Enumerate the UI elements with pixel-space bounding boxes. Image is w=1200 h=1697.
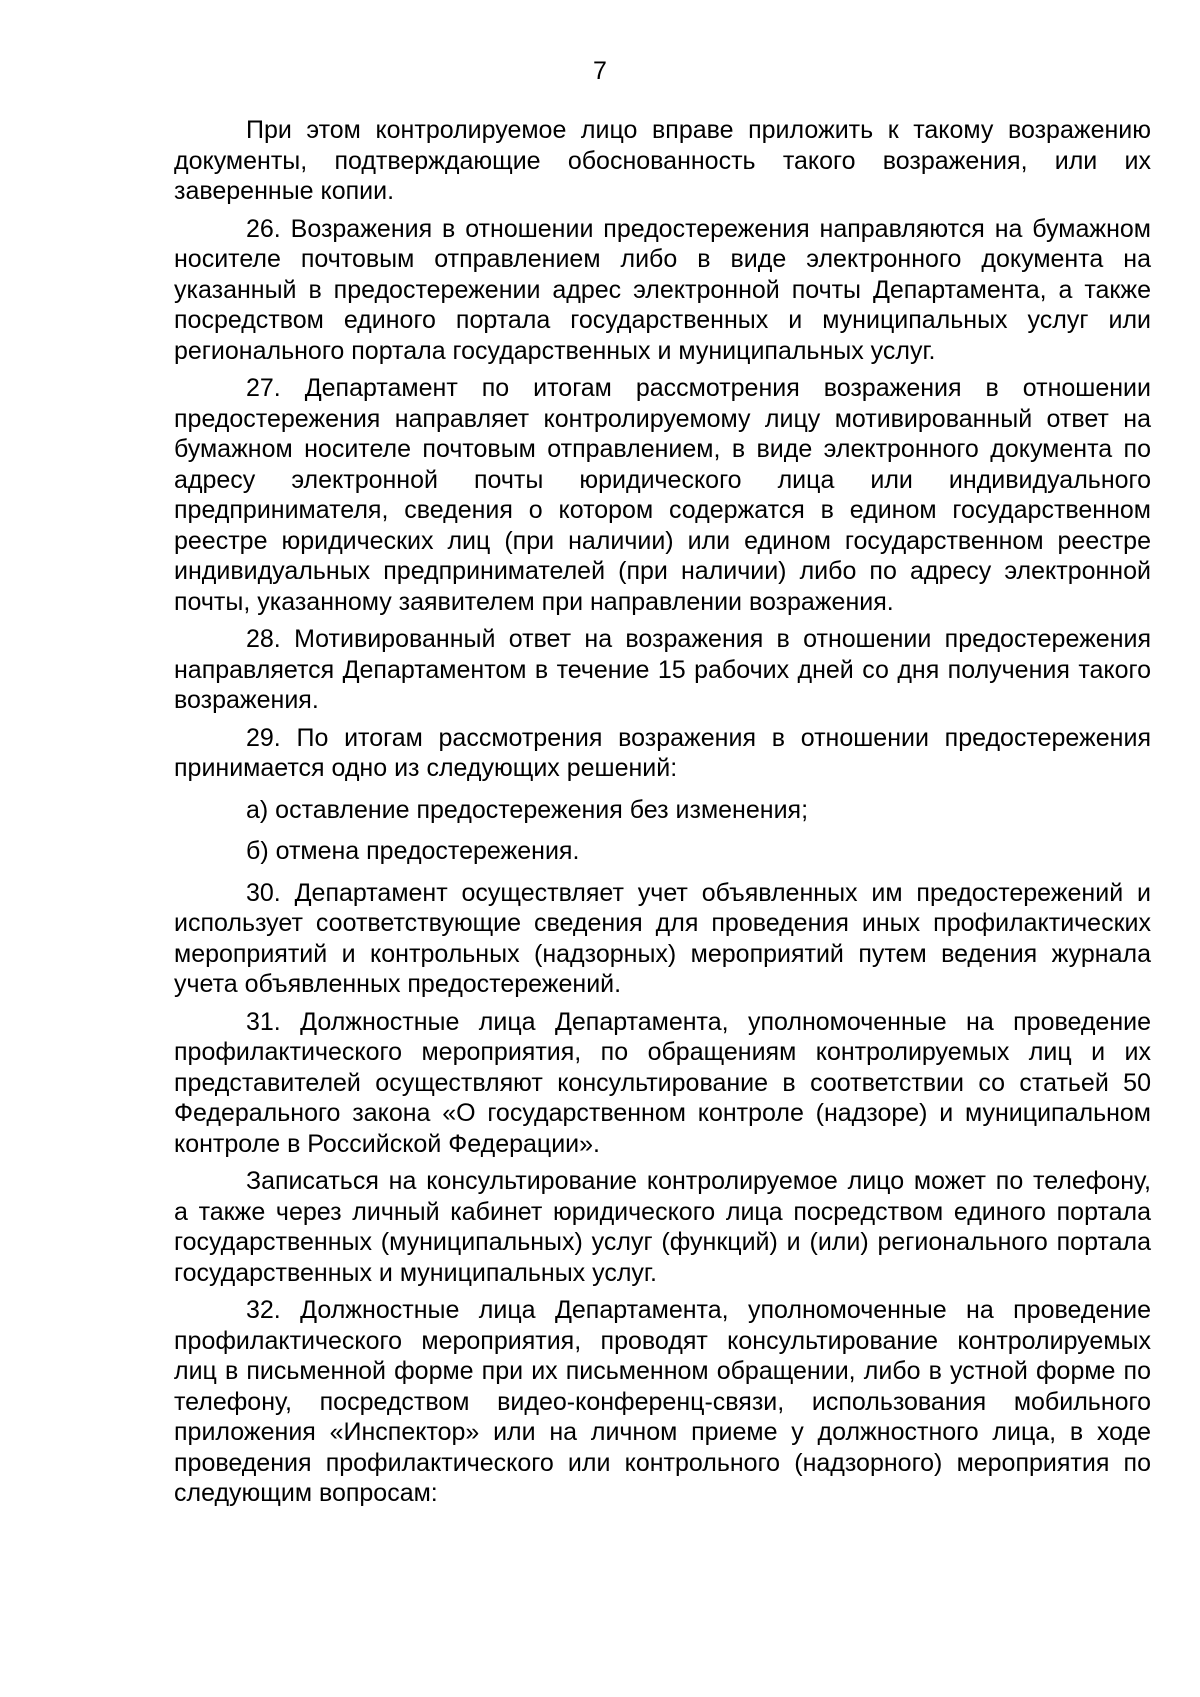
list-item-b: б) отмена предостережения. <box>246 837 580 865</box>
paragraph-31: 31. Должностные лица Департамента, уполномоченные на проведение профилактического мероприятия, по обращениям контролируемых лиц и их представителей осуществляют консультирование в соответствии со статьей 50 Федерального закона «О государственном контроле (надзоре) и муниципальном контроле в Российской Федерации». <box>174 1007 1151 1158</box>
document-body <box>174 115 1151 1516</box>
paragraph-consultation-signup: Записаться на консультирование контролируемое лицо может по телефону, а также через личный кабинет юридического лица посредством единого портала государственных (муниципальных) услуг (функций) и (или) регионального портала государственных и муниципальных услуг. <box>174 1167 1151 1287</box>
paragraph-28: 28. Мотивированный ответ на возражения в отношении предостережения направляется Департаментом в течение 15 рабочих дней со дня получения такого возражения. <box>174 625 1151 714</box>
page-number: 7 <box>593 57 607 85</box>
paragraph-26: 26. Возражения в отношении предостережения направляются на бумажном носителе почтовым отправлением либо в виде электронного документа на указанный в предостережении адрес электронной почты Департамента, а также посредством единого портала государственных и муниципальных услуг или регионального портала государственных и муниципальных услуг. <box>174 214 1151 365</box>
paragraph-objection-documents: При этом контролируемое лицо вправе приложить к такому возражению документы, подтверждающие обоснованность такого возражения, или их заверенные копии. <box>174 116 1151 205</box>
paragraph-27: 27. Департамент по итогам рассмотрения возражения в отношении предостережения направляет контролируемому лицу мотивированный ответ на бумажном носителе почтовым отправлением, в виде электронного документа по адресу электронной почты юридического лица или индивидуального предпринимателя, сведения о котором содержатся в едином государственном реестре юридических лиц (при наличии) или едином государственном реестре индивидуальных предпринимателей (при наличии) либо по адресу электронной почты, указанному заявителем при направлении возражения. <box>174 374 1151 616</box>
paragraph-30: 30. Департамент осуществляет учет объявленных им предостережений и использует соответствующие сведения для проведения иных профилактических мероприятий и контрольных (надзорных) мероприятий путем ведения журнала учета объявленных предостережений. <box>174 878 1151 998</box>
paragraph-29: 29. По итогам рассмотрения возражения в отношении предостережения принимается одно из следующих решений: <box>174 723 1151 782</box>
list-item-a: а) оставление предостережения без изменения; <box>246 795 809 824</box>
paragraph-32: 32. Должностные лица Департамента, уполномоченные на проведение профилактического мероприятия, проводят консультирование контролируемых лиц в письменной форме при их письменном обращении, либо в устной форме по телефону, посредством видео-конференц-связи, использования мобильного приложения «Инспектор» или на личном приеме у должностного лица, в ходе проведения профилактического или контрольного (надзорного) мероприятия по следующим вопросам: <box>174 1296 1151 1507</box>
